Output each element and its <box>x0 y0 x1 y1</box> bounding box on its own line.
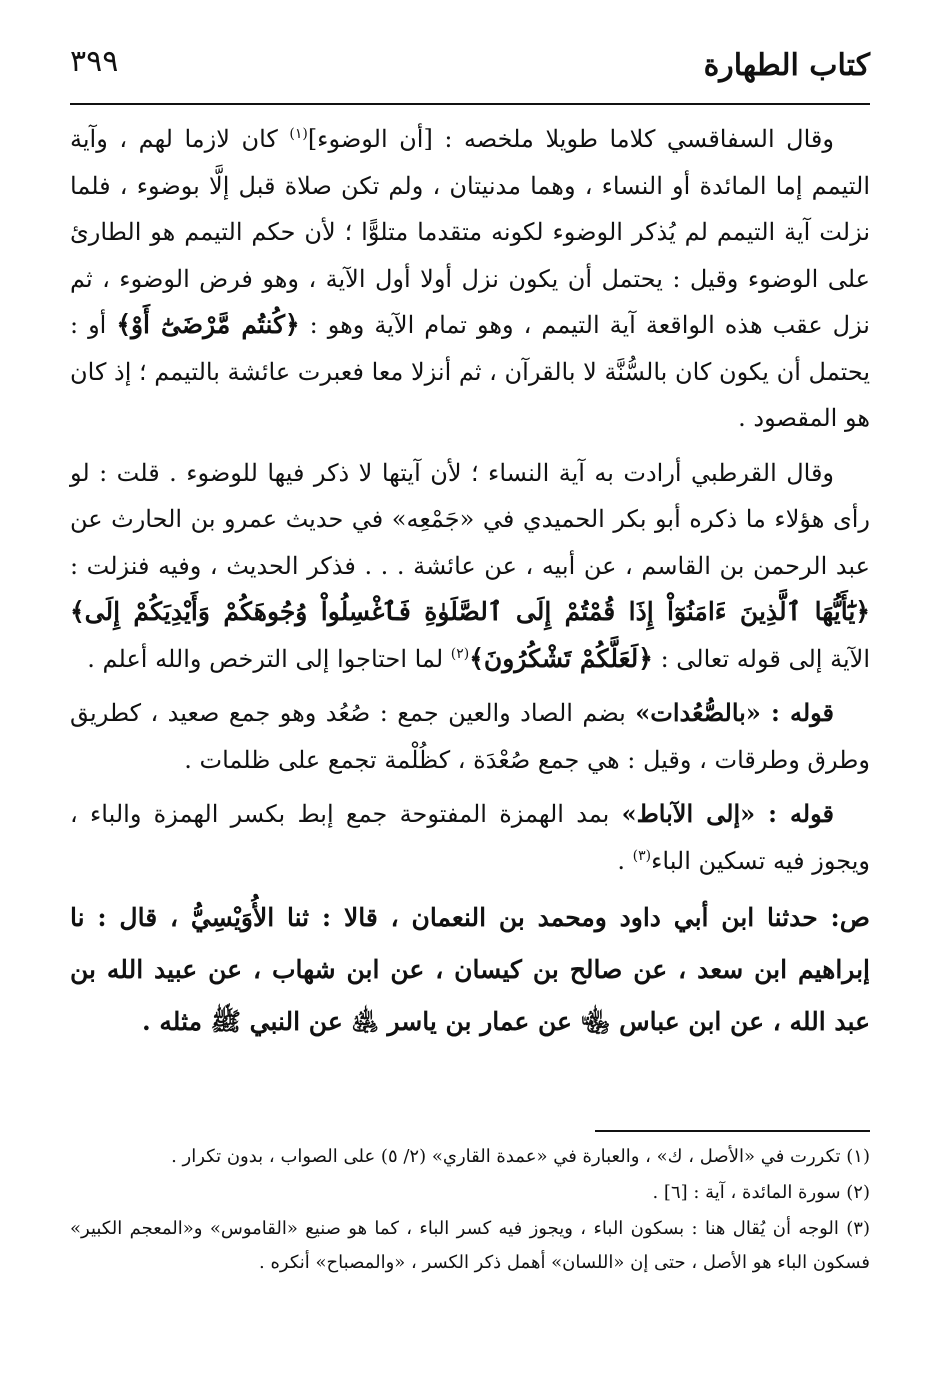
paragraph-text: وقال السفاقسي كلاما طويلا ملخصه : [أن الوضوء] <box>307 125 834 153</box>
paragraph-text: بضم الصاد والعين جمع : صُعُد وهو جمع صعيد ، كطريق وطرق وطرقات ، وقيل : هي جمع صُعْدَة ، كظُلْمة تجمع على ظلمات . <box>70 699 870 774</box>
page-header <box>70 40 870 92</box>
paragraph-text: أو : يحتمل أن يكون كان بالسُّنَّة لا بالقرآن ، ثم أنزلا معا فعبرت عائشة بالتيمم ؛ إذ كان هو المقصود . <box>70 311 870 432</box>
paragraph-qurtubi <box>70 450 870 683</box>
quran-verse: ﴿لَعَلَّكُمْ تَشْكُرُونَ﴾ <box>469 643 653 673</box>
chapter-title: كتاب الطهارة <box>703 48 870 83</box>
term-label: قوله : «إلى الآباط» <box>621 799 834 828</box>
paragraph-text: الآية إلى قوله تعالى : <box>652 644 870 673</box>
term-label: قوله : «بالصُّعُدات» <box>635 698 834 727</box>
footnote-1: (١) تكررت في «الأصل ، ك» ، والعبارة في «عمدة القاري» (٢/ ٥) على الصواب ، بدون تكرار . <box>171 1146 870 1167</box>
quran-verse: ﴿يَٰٓأَيُّهَا ٱلَّذِينَ ءَامَنُوٓاْ إِذَا قُمْتُمْ إِلَى ٱلصَّلَوٰةِ فَٱغْسِلُواْ وُجُوهَكُمْ وَأَيْدِيَكُمْ إِلَى﴾ <box>70 597 870 626</box>
footnote-ref-2: (٢) <box>450 645 470 662</box>
paragraph-text: بمد الهمزة المفتوحة جمع إبط بكسر الهمزة والباء ، ويجوز فيه تسكين الباء <box>70 800 870 875</box>
footnote-divider <box>595 1130 870 1132</box>
main-text <box>70 116 870 1056</box>
paragraph-text: كان لازما لهم ، وآية التيمم إما المائدة أو النساء ، وهما مدنيتان ، ولم تكن صلاة قبل إلَّا بوضوء ، فلما نزلت آية التيمم لم يُذكر الوضوء لكونه متقدما متلوًّا ؛ لأن حكم التيمم هو الطارئ على الوضوء وقيل : يحتمل أن يكون نزل أولا أول الآية ، وهو فرض الوضوء ، ثم نزل عقب هذه الواقعة آية التيمم ، وهو تمام الآية وهو : <box>70 125 870 339</box>
paragraph-abat <box>70 791 870 884</box>
paragraph-suudat <box>70 690 870 783</box>
page-number: ٣٩٩ <box>70 44 119 79</box>
footnote-2: (٢) سورة المائدة ، آية : [٦] . <box>652 1182 870 1203</box>
paragraph-text: . <box>617 846 633 875</box>
footnote-3: (٣) الوجه أن يُقال هنا : بسكون الباء ، ويجوز فيه كسر الباء ، كما هو صنيع «القاموس» و«المعجم الكبير» فسكون الباء هو الأصل ، حتى إن «اللسان» أهمل ذكر الكسر ، «والمصباح» أنكره . <box>70 1218 870 1273</box>
quran-verse: ﴿كُنتُم مَّرْضَىٰٓ أَوْ﴾ <box>116 310 300 339</box>
hadith-chain: ص: حدثنا ابن أبي داود ومحمد بن النعمان ، قالا : ثنا الأُوَيْسِيُّ ، قال : نا إبراهيم ابن سعد ، عن صالح بن كيسان ، عن ابن شهاب ، عن عبيد الله بن عبد الله ، عن ابن عباس ﵄ عن عمار بن ياسر ﵁ عن النبي ﷺ مثله . <box>70 903 870 1036</box>
paragraph-text: وقال القرطبي أرادت به آية النساء ؛ لأن آيتها لا ذكر فيها للوضوء . قلت : لو رأى هؤلاء ما ذكره أبو بكر الحميدي في «جَمْعِه» في حديث عمرو بن الحارث عن عبد الرحمن بن القاسم ، عن أبيه ، عن عائشة . . . فذكر الحديث ، وفيه فنزلت : <box>70 458 870 580</box>
footnote-ref-3: (٣) <box>632 847 652 864</box>
footnote-ref-1: (١) <box>289 126 308 142</box>
footnotes <box>70 1140 870 1282</box>
header-divider <box>70 103 870 105</box>
paragraph-safaqusi <box>70 116 870 442</box>
paragraph-text: لما احتاجوا إلى الترخص والله أعلم . <box>87 644 451 673</box>
